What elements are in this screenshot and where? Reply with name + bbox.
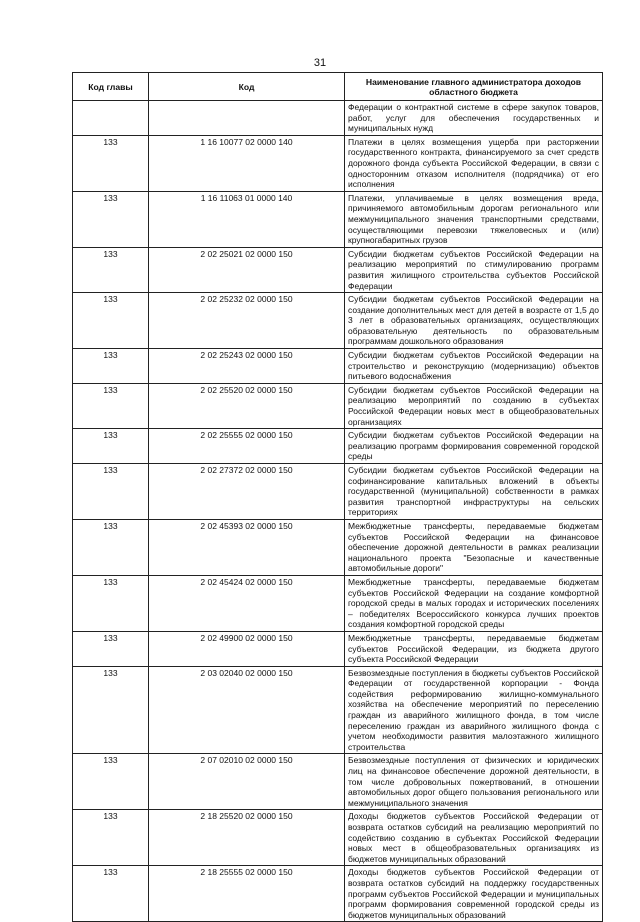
cell-chapter-code: 133 bbox=[73, 575, 149, 631]
revenue-administrators-table bbox=[72, 72, 603, 922]
cell-chapter-code: 133 bbox=[73, 349, 149, 384]
cell-name: Субсидии бюджетам субъектов Российской Федерации на строительство и реконструкцию (модернизацию) объектов питьевого водоснабжения bbox=[345, 349, 603, 384]
cell-name: Доходы бюджетов субъектов Российской Федерации от возврата остатков субсидий на поддержку государственных программ субъектов Российской Федерации и муниципальных программ формирования современной городской среды из бюджетов муниципальных образований bbox=[345, 866, 603, 922]
cell-name: Субсидии бюджетам субъектов Российской Федерации на реализацию программ формирования современной городской среды bbox=[345, 429, 603, 464]
cell-code: 2 18 25520 02 0000 150 bbox=[149, 810, 345, 866]
cell-chapter-code: 133 bbox=[73, 866, 149, 922]
cell-code: 2 02 25555 02 0000 150 bbox=[149, 429, 345, 464]
cell-code: 2 02 49900 02 0000 150 bbox=[149, 631, 345, 666]
cell-code: 2 02 25232 02 0000 150 bbox=[149, 293, 345, 349]
cell-chapter-code: 133 bbox=[73, 135, 149, 191]
cell-chapter-code: 133 bbox=[73, 754, 149, 810]
table-row bbox=[73, 135, 603, 191]
cell-name: Субсидии бюджетам субъектов Российской Федерации на создание дополнительных мест для детей в возрасте от 1,5 до 3 лет в образовательных организациях, осуществляющих образовательную деятельность по образовательным программам дошкольного образования bbox=[345, 293, 603, 349]
cell-code: 2 02 45393 02 0000 150 bbox=[149, 519, 345, 575]
table-row bbox=[73, 866, 603, 922]
cell-chapter-code bbox=[73, 101, 149, 136]
cell-code: 2 03 02040 02 0000 150 bbox=[149, 666, 345, 754]
cell-name: Безвозмездные поступления в бюджеты субъектов Российской Федерации от государственной корпорации - Фонда содействия реформированию жилищно-коммунального хозяйства на обеспечение мероприятий по переселению граждан из аварийного жилищного фонда, в том числе переселению граждан из аварийного жилищного фонда с учетом необходимости развития малоэтажного жилищного строительства bbox=[345, 666, 603, 754]
cell-name: Доходы бюджетов субъектов Российской Федерации от возврата остатков субсидий на реализацию мероприятий по содействию созданию в субъектах Российской Федерации новых мест в общеобразовательных организациях из бюджетов муниципальных образований bbox=[345, 810, 603, 866]
cell-chapter-code: 133 bbox=[73, 383, 149, 428]
cell-code: 2 07 02010 02 0000 150 bbox=[149, 754, 345, 810]
cell-code: 1 16 11063 01 0000 140 bbox=[149, 191, 345, 247]
cell-name: Межбюджетные трансферты, передаваемые бюджетам субъектов Российской Федерации на создание комфортной городской среды в малых городах и исторических поселениях – победителях Всероссийского конкурса лучших проектов создания комфортной городской среды bbox=[345, 575, 603, 631]
table-row bbox=[73, 464, 603, 520]
table-row bbox=[73, 247, 603, 292]
table-row bbox=[73, 101, 603, 136]
table-row bbox=[73, 191, 603, 247]
table-row bbox=[73, 575, 603, 631]
cell-code: 2 02 45424 02 0000 150 bbox=[149, 575, 345, 631]
table-header-row bbox=[73, 73, 603, 101]
cell-chapter-code: 133 bbox=[73, 666, 149, 754]
table-row bbox=[73, 666, 603, 754]
cell-chapter-code: 133 bbox=[73, 293, 149, 349]
cell-code: 2 02 25520 02 0000 150 bbox=[149, 383, 345, 428]
cell-chapter-code: 133 bbox=[73, 519, 149, 575]
cell-name: Межбюджетные трансферты, передаваемые бюджетам субъектов Российской Федерации на финансовое обеспечение дорожной деятельности в рамках реализации национального проекта "Безопасные и качественные автомобильные дороги" bbox=[345, 519, 603, 575]
table-row bbox=[73, 383, 603, 428]
cell-code: 2 02 25021 02 0000 150 bbox=[149, 247, 345, 292]
table-row bbox=[73, 519, 603, 575]
cell-name: Безвозмездные поступления от физических и юридических лиц на финансовое обеспечение дорожной деятельности, в том числе добровольных пожертвований, в отношении автомобильных дорог общего пользования регионального или межмуниципального значения bbox=[345, 754, 603, 810]
cell-code: 2 02 27372 02 0000 150 bbox=[149, 464, 345, 520]
cell-chapter-code: 133 bbox=[73, 810, 149, 866]
cell-chapter-code: 133 bbox=[73, 429, 149, 464]
table-row bbox=[73, 631, 603, 666]
cell-name: Федерации о контрактной системе в сфере закупок товаров, работ, услуг для обеспечения государственных и муниципальных нужд bbox=[345, 101, 603, 136]
cell-name: Субсидии бюджетам субъектов Российской Федерации на реализацию мероприятий по созданию в субъектах Российской Федерации новых мест в общеобразовательных организациях bbox=[345, 383, 603, 428]
header-chapter-code: Код главы bbox=[73, 73, 149, 101]
page-number: 31 bbox=[313, 57, 327, 69]
table-row bbox=[73, 810, 603, 866]
cell-code bbox=[149, 101, 345, 136]
table-row bbox=[73, 754, 603, 810]
cell-name: Субсидии бюджетам субъектов Российской Федерации на софинансирование капитальных вложений в объекты государственной (муниципальной) собственности в рамках развития транспортной инфраструктуры на сельских территориях bbox=[345, 464, 603, 520]
header-code: Код bbox=[149, 73, 345, 101]
cell-code: 1 16 10077 02 0000 140 bbox=[149, 135, 345, 191]
cell-name: Межбюджетные трансферты, передаваемые бюджетам субъектов Российской Федерации, из бюджета другого субъекта Российской Федерации bbox=[345, 631, 603, 666]
table-row bbox=[73, 349, 603, 384]
cell-name: Платежи, уплачиваемые в целях возмещения вреда, причиняемого автомобильным дорогам регионального или межмуниципального значения транспортными средствами, осуществляющими перевозки тяжеловесных и (или) крупногабаритных грузов bbox=[345, 191, 603, 247]
cell-chapter-code: 133 bbox=[73, 191, 149, 247]
cell-chapter-code: 133 bbox=[73, 631, 149, 666]
table-row bbox=[73, 429, 603, 464]
cell-name: Платежи в целях возмещения ущерба при расторжении государственного контракта, финансируемого за счет средств дорожного фонда субъекта Российской Федерации, в связи с односторонним отказом исполнителя (подрядчика) от его исполнения bbox=[345, 135, 603, 191]
cell-code: 2 02 25243 02 0000 150 bbox=[149, 349, 345, 384]
cell-chapter-code: 133 bbox=[73, 464, 149, 520]
cell-code: 2 18 25555 02 0000 150 bbox=[149, 866, 345, 922]
cell-chapter-code: 133 bbox=[73, 247, 149, 292]
table-row bbox=[73, 293, 603, 349]
header-administrator-name: Наименование главного администратора доходов областного бюджета bbox=[345, 73, 603, 101]
cell-name: Субсидии бюджетам субъектов Российской Федерации на реализацию мероприятий по стимулированию программ развития жилищного строительства субъектов Российской Федерации bbox=[345, 247, 603, 292]
